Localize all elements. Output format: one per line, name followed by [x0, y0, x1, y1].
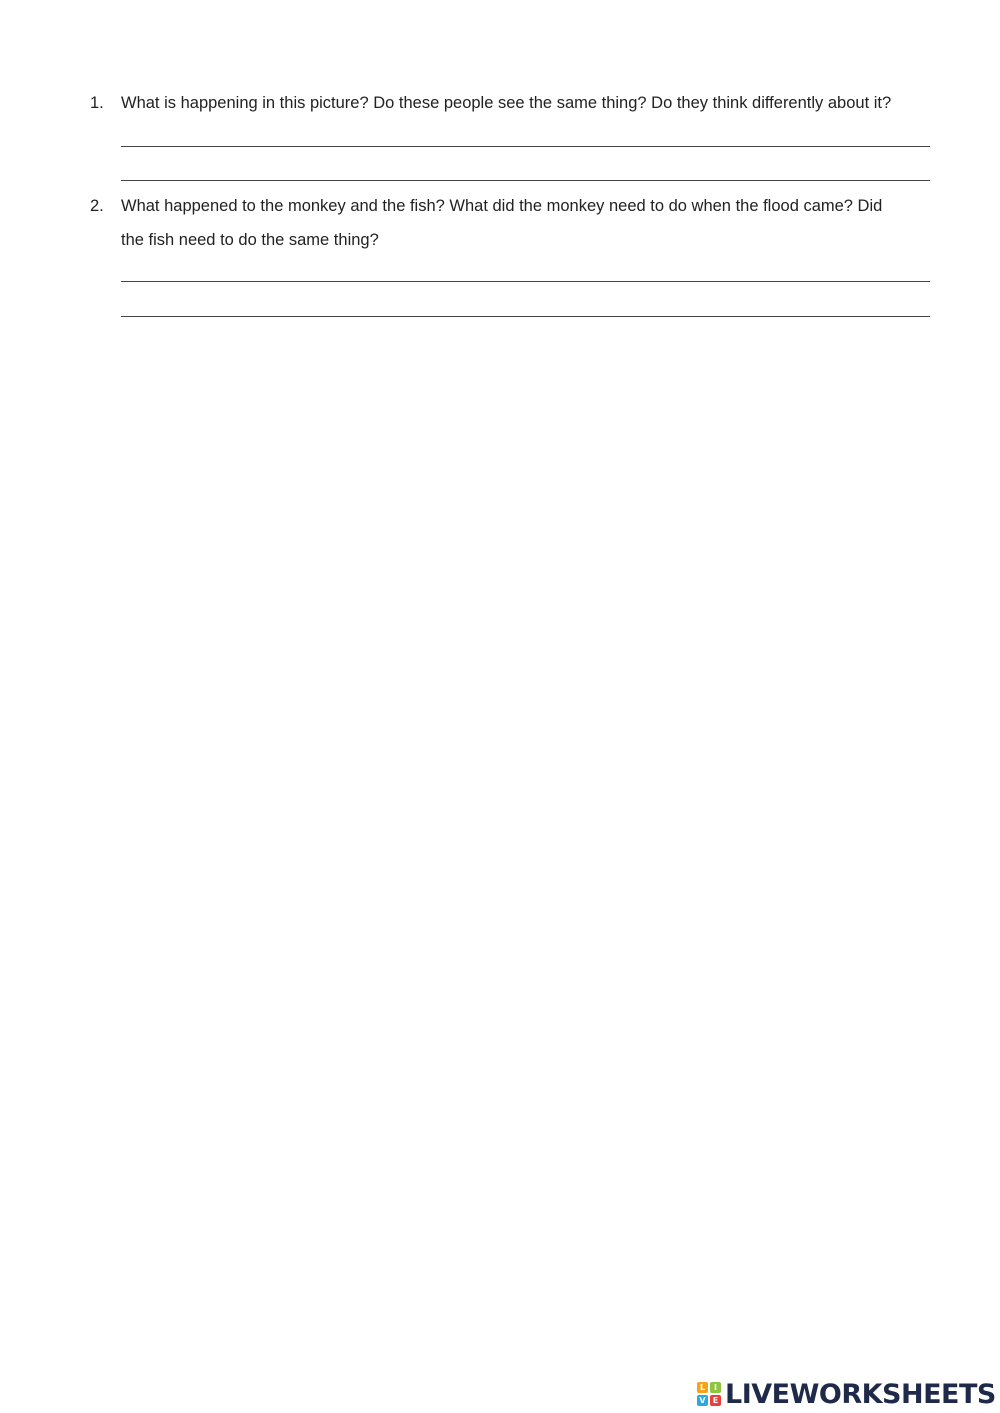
logo-block: L [697, 1382, 708, 1393]
question-text-line: What is happening in this picture? Do these people see the same thing? Do they think differently about it? [121, 94, 892, 112]
question-text-line: What happened to the monkey and the fish? What did the monkey need to do when the flood came? Did [121, 197, 883, 215]
question-number: 2. [90, 197, 104, 215]
logo-blocks-icon [697, 1382, 721, 1406]
question-number: 1. [90, 94, 104, 112]
liveworksheets-logo [697, 1378, 996, 1410]
logo-block: V [697, 1395, 708, 1406]
logo-block: E [710, 1395, 721, 1406]
answer-line[interactable] [121, 180, 930, 181]
question-text-line: the fish need to do the same thing? [121, 231, 379, 249]
answer-line[interactable] [121, 146, 930, 147]
logo-text: LIVEWORKSHEETS [725, 1378, 996, 1410]
answer-line[interactable] [121, 316, 930, 317]
answer-line[interactable] [121, 281, 930, 282]
logo-block: I [710, 1382, 721, 1393]
